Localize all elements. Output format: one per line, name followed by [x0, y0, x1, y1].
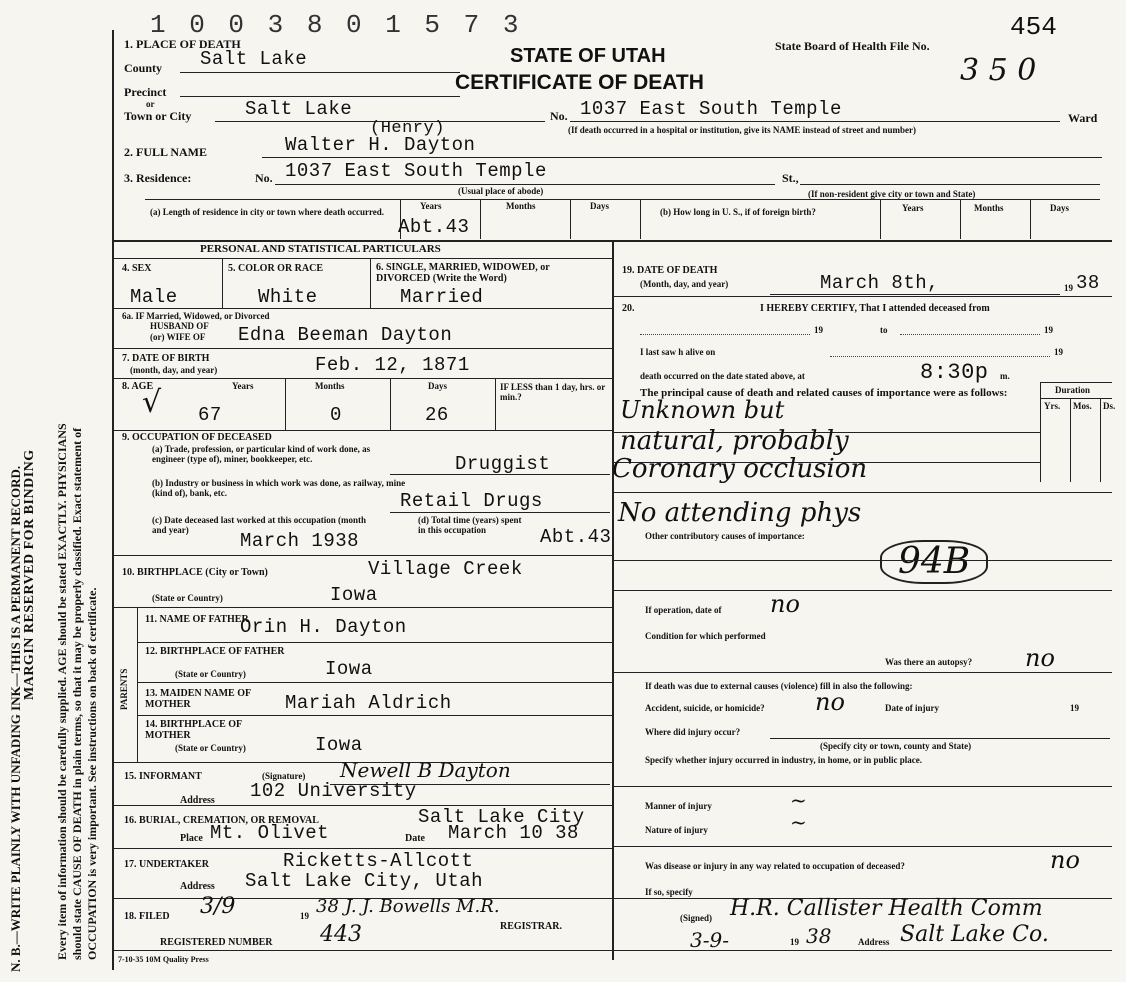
ward-label: Ward: [1068, 111, 1098, 125]
certify-text: I HEREBY CERTIFY, That I attended deceased from: [760, 303, 990, 314]
father-bp-label: 12. BIRTHPLACE OF FATHER: [145, 646, 285, 657]
county-label: County: [124, 61, 163, 75]
color-label: 5. COLOR OR RACE: [228, 263, 324, 274]
accident-label: Accident, suicide, or homicide?: [645, 703, 765, 713]
state-title: STATE OF UTAH: [510, 45, 666, 67]
age-checkmark: √: [142, 385, 162, 420]
injury-date-label: Date of injury: [885, 703, 939, 713]
personal-header: PERSONAL AND STATISTICAL PARTICULARS: [200, 243, 441, 255]
industry-value: Retail Drugs: [400, 490, 543, 512]
last-year-prefix: 19: [1054, 347, 1063, 357]
dob-value: Feb. 12, 1871: [315, 354, 470, 376]
street-label: St.,: [782, 171, 799, 185]
signed-year-value: 38: [806, 924, 832, 948]
undertaker-address-value: Salt Lake City, Utah: [245, 870, 484, 892]
age-label: 8. AGE: [122, 381, 154, 392]
informant-label: 15. INFORMANT: [124, 771, 202, 782]
related-label: Was disease or injury in any way related to occupation of deceased?: [645, 861, 905, 871]
spouse-label-1: 6a. IF Married, Widowed, or Divorced: [122, 311, 270, 321]
age-days-value: 26: [425, 404, 449, 426]
stamp-number: 454: [1010, 12, 1057, 42]
registrar-label: REGISTRAR.: [500, 921, 562, 932]
margin-line-2: Every item of information should be carefully supplied. AGE should be stated EXACTLY. PHYSICIANS: [55, 423, 69, 960]
color-value: White: [258, 286, 318, 308]
margin-line-4-wrap: [85, 587, 100, 960]
father-bp-state-label: (State or Country): [175, 669, 246, 679]
signed-date-value: 3-9-: [690, 928, 729, 952]
us-days-header: Days: [1050, 203, 1070, 213]
reg-number-label: REGISTERED NUMBER: [160, 937, 273, 948]
father-label: 11. NAME OF FATHER: [145, 614, 249, 625]
informant-sig-label: (Signature): [262, 771, 306, 781]
related-value: no: [1050, 846, 1080, 874]
file-no-handwritten: 3 5 0: [960, 53, 1037, 88]
birthplace-state-label: (State or Country): [152, 593, 223, 603]
place-of-death-label: 1. PLACE OF DEATH: [124, 37, 241, 51]
signed-address-label: Address: [858, 937, 890, 947]
mother-bp-state-label: (State or Country): [175, 743, 246, 753]
occupation-label: 9. OCCUPATION OF DECEASED: [122, 432, 272, 443]
town-label: Town or City: [124, 109, 192, 123]
us-years-header: Years: [902, 203, 924, 213]
residence-label: 3. Residence:: [124, 171, 192, 185]
where-label: Where did injury occur?: [645, 727, 741, 737]
death-date-sub: (Month, day, and year): [640, 279, 729, 289]
nonresident-note: (If non-resident give city or town and State): [808, 189, 976, 199]
sex-value: Male: [130, 286, 178, 308]
mother-label: 13. MAIDEN NAME OF MOTHER: [145, 688, 251, 710]
death-time-value: 8:30p: [920, 360, 989, 385]
autopsy-label: Was there an autopsy?: [885, 657, 973, 667]
footer-code: 7-10-35 10M Quality Press: [118, 955, 209, 964]
manner-label: Manner of injury: [645, 801, 712, 811]
age-days-header: Days: [428, 381, 448, 391]
age-months-value: 0: [330, 404, 342, 426]
father-value: Orin H. Dayton: [240, 616, 407, 638]
certificate-title: CERTIFICATE OF DEATH: [455, 71, 704, 94]
certify-num: 20.: [622, 303, 635, 314]
no-label: No.: [550, 109, 568, 123]
cause-line-4: No attending phys: [618, 498, 862, 528]
undertaker-label: 17. UNDERTAKER: [124, 859, 210, 870]
full-name-label: 2. FULL NAME: [124, 145, 208, 159]
undertaker-address-label: Address: [180, 881, 215, 892]
spouse-value: Edna Beeman Dayton: [238, 324, 453, 346]
operation-value: no: [770, 590, 800, 618]
age-months-header: Months: [315, 381, 345, 391]
us-months-header: Months: [974, 203, 1004, 213]
res-months-header: Months: [506, 201, 536, 211]
registrar-signature: J. J. Bowells M.R.: [345, 896, 500, 917]
cause-line-1: Unknown but: [620, 396, 785, 424]
marital-value: Married: [400, 286, 484, 308]
duration-label: Duration: [1055, 385, 1091, 395]
death-year-value: 38: [1076, 272, 1100, 294]
informant-address-label: Address: [180, 795, 215, 806]
last-saw-label: I last saw h alive on: [640, 347, 716, 357]
condition-label: Condition for which performed: [645, 631, 766, 641]
margin-binding-label: [22, 449, 38, 700]
father-bp-value: Iowa: [325, 658, 373, 680]
accident-value: no: [815, 688, 845, 716]
occurred-label: death occurred on the date stated above, at: [640, 371, 805, 381]
hospital-note: (If death occurred in a hospital or institution, give its NAME instead of street and number): [568, 125, 917, 135]
res-years-header: Years: [420, 201, 442, 211]
burial-label: 16. BURIAL, CREMATION, OR REMOVAL: [124, 815, 319, 826]
spouse-label-2: HUSBAND OF: [150, 321, 209, 331]
cause-line-3: Coronary occlusion: [612, 454, 868, 484]
cause-line-2: natural, probably: [620, 426, 849, 456]
contrib-label: Other contributory causes of importance:: [645, 531, 805, 541]
margin-line-1: N. B.—WRITE PLAINLY WITH UNFADING INK—THIS IS A PERMANENT RECORD.: [8, 465, 23, 972]
injury-year-prefix: 19: [1070, 703, 1079, 713]
margin-line-3-wrap: [70, 428, 85, 960]
filed-date: 3/9: [200, 894, 236, 919]
name-middle: (Henry): [370, 119, 445, 138]
time-m-label: m.: [1000, 371, 1010, 381]
ifso-label: If so, specify: [645, 887, 693, 897]
length-residence-label: (a) Length of residence in city or town where death occurred.: [150, 207, 385, 217]
full-name-value: Walter H. Dayton: [285, 134, 476, 156]
undertaker-value: Ricketts-Allcott: [283, 850, 474, 872]
signed-label: (Signed): [680, 913, 713, 923]
autopsy-value: no: [1025, 644, 1055, 672]
death-year-prefix: 19: [1064, 283, 1073, 293]
birthplace-label: 10. BIRTHPLACE (City or Town): [122, 567, 268, 578]
filed-label: 18. FILED: [124, 911, 170, 922]
sex-label: 4. SEX: [122, 263, 152, 274]
death-date-value: March 8th,: [820, 272, 940, 294]
if-less-label: IF LESS than 1 day, hrs. or min.?: [500, 382, 606, 403]
last-worked-value: March 1938: [240, 530, 360, 552]
county-value: Salt Lake: [200, 48, 308, 70]
nature-value: ~: [790, 810, 807, 834]
mother-value: Mariah Aldrich: [285, 692, 452, 714]
filed-year-prefix: 19: [300, 911, 309, 921]
occ-a-label: (a) Trade, profession, or particular kind of work done, as engineer (type of), miner, bookkeeper, etc.: [152, 444, 371, 465]
to-label: to: [880, 325, 888, 335]
age-years-value: 67: [198, 404, 222, 426]
residence-no-label: No.: [255, 171, 273, 185]
usual-abode-note: (Usual place of abode): [458, 186, 544, 196]
signed-year-prefix: 19: [790, 937, 799, 947]
to-year-prefix: 19: [1044, 325, 1053, 335]
signed-address-value: Salt Lake Co.: [900, 922, 1049, 947]
duration-yrs: Yrs.: [1044, 401, 1061, 411]
duration-ds: Ds.: [1103, 401, 1116, 411]
occupation-value: Druggist: [455, 453, 551, 475]
burial-date-value: March 10 38: [448, 822, 579, 844]
signed-value: H.R. Callister Health Comm: [730, 896, 1043, 921]
birthplace-state-value: Iowa: [330, 584, 378, 606]
occ-b-label: (b) Industry or business in which work was done, as railway, mine (kind of), bank, etc.: [152, 478, 406, 499]
length-years-value: Abt.43: [398, 216, 470, 238]
birthplace-city-value: Village Creek: [368, 558, 523, 580]
informant-address-value: 102 University: [250, 780, 417, 802]
mother-bp-label: 14. BIRTHPLACE OF MOTHER: [145, 719, 242, 741]
nature-label: Nature of injury: [645, 825, 708, 835]
parents-side-label: PARENTS: [119, 668, 129, 710]
informant-signature: Newell B Dayton: [340, 758, 511, 782]
burial-place-value: Mt. Olivet: [210, 822, 330, 844]
filed-year: 38: [316, 896, 339, 917]
death-date-label: 19. DATE OF DEATH: [622, 265, 718, 276]
dob-label: 7. DATE OF BIRTH: [122, 353, 210, 364]
occ-d-label: (d) Total time (years) spent in this occupation: [418, 515, 522, 536]
spouse-label-3: (or) WIFE OF: [150, 332, 206, 342]
specify-label: Specify whether injury occurred in industry, in home, or in public place.: [645, 755, 923, 765]
dob-sub: (month, day, and year): [130, 365, 218, 375]
us-length-label: (b) How long in U. S., if of foreign birth?: [660, 207, 816, 217]
residence-value: 1037 East South Temple: [285, 160, 547, 182]
margin-line-4: OCCUPATION is very important. See instructions on back of certificate.: [85, 587, 99, 960]
from-year-prefix: 19: [814, 325, 823, 335]
cause-code: 94B: [880, 540, 988, 584]
reg-number-value: 443: [320, 922, 362, 947]
precinct-label: Precinct: [124, 85, 167, 99]
town-value: Salt Lake: [245, 98, 353, 120]
burial-place-label: Place: [180, 833, 203, 844]
total-time-value: Abt.43: [540, 526, 612, 548]
mother-bp-value: Iowa: [315, 734, 363, 756]
burial-city-value: Salt Lake City: [418, 806, 585, 828]
margin-line-2-wrap: [55, 423, 70, 960]
duration-mos: Mos.: [1073, 401, 1092, 411]
margin-line-3: should state CAUSE OF DEATH in plain terms, so that it may be properly classified. Exact statement of: [70, 427, 84, 960]
margin-binding-text: MARGIN RESERVED FOR BINDING: [22, 449, 37, 700]
age-years-header: Years: [232, 381, 254, 391]
operation-label: If operation, date of: [645, 605, 722, 615]
board-file-label: State Board of Health File No.: [775, 39, 930, 53]
address-no-value: 1037 East South Temple: [580, 98, 842, 120]
external-label: If death was due to external causes (violence) fill in also the following:: [645, 681, 913, 691]
or-label: or: [146, 99, 155, 109]
marital-label: 6. SINGLE, MARRIED, WIDOWED, or DIVORCED (Write the Word): [376, 262, 550, 284]
cause-label: The principal cause of death and related causes of importance were as follows:: [640, 387, 1008, 399]
file-top-number: 1 0 0 3 8 0 1 5 7 3: [150, 10, 523, 40]
manner-value: ~: [790, 788, 807, 812]
burial-date-label: Date: [405, 833, 425, 844]
where-sub: (Specify city or town, county and State): [820, 741, 972, 751]
res-days-header: Days: [590, 201, 610, 211]
occ-c-label: (c) Date deceased last worked at this occupation (month and year): [152, 515, 366, 536]
